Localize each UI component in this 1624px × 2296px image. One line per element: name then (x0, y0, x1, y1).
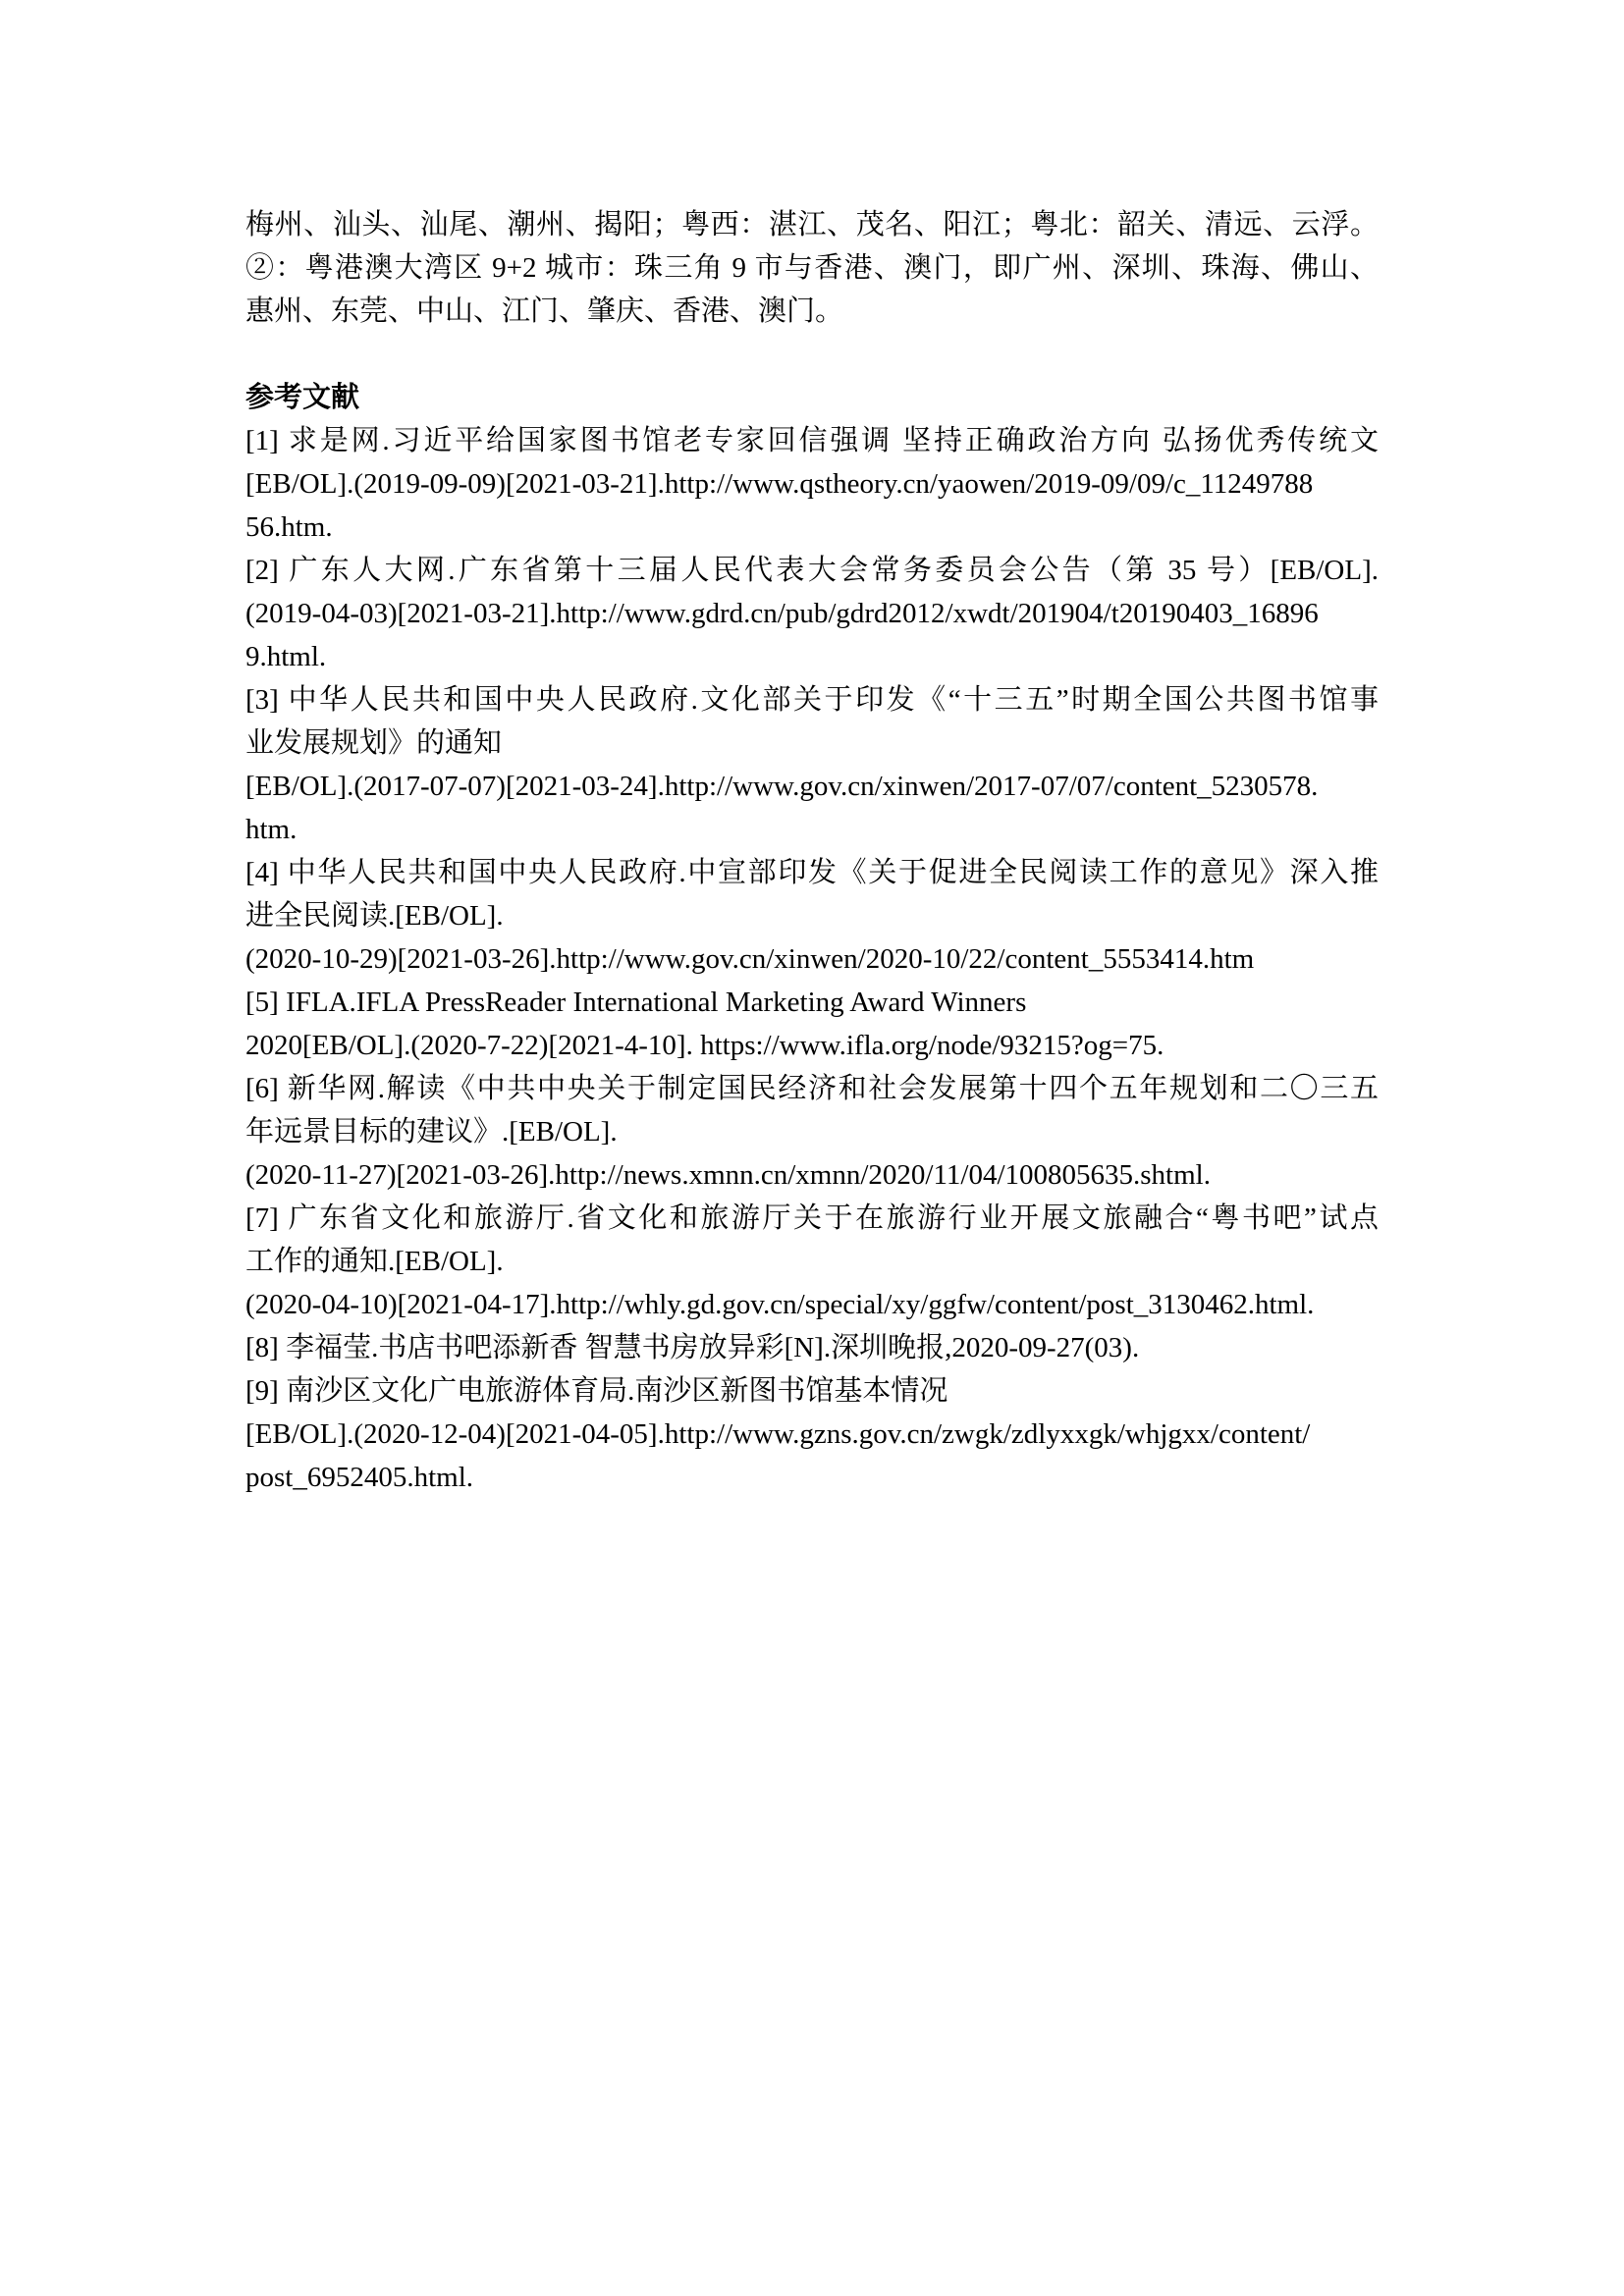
reference-line: 9.html. (245, 641, 327, 672)
reference-line: 工作的通知.[EB/OL]. (245, 1246, 504, 1277)
reference-line: [3] 中华人民共和国中央人民政府.文化部关于印发《“十三五”时期全国公共图书馆事 (245, 684, 1379, 716)
reference-line: [6] 新华网.解读《中共中央关于制定国民经济和社会发展第十四个五年规划和二〇三五 (245, 1073, 1379, 1104)
reference-line: post_6952405.html. (245, 1462, 474, 1493)
reference-line: (2020-11-27)[2021-03-26].http://news.xmnn.cn/xmnn/2020/11/04/100805635.shtml. (245, 1159, 1211, 1191)
note-line: 梅州、汕头、汕尾、潮州、揭阳；粤西：湛江、茂名、阳江；粤北：韶关、清远、云浮。 (245, 209, 1379, 240)
note-line: ②：粤港澳大湾区 9+2 城市：珠三角 9 市与香港、澳门，即广州、深圳、珠海、佛山、 (245, 252, 1379, 284)
text-block (245, 203, 1379, 1499)
reference-line: [8] 李福莹.书店书吧添新香 智慧书房放异彩[N].深圳晚报,2020-09-27(03). (245, 1332, 1140, 1363)
reference-line: [7] 广东省文化和旅游厅.省文化和旅游厅关于在旅游行业开展文旅融合“粤书吧”试点 (245, 1202, 1379, 1234)
reference-line: [9] 南沙区文化广电旅游体育局.南沙区新图书馆基本情况 (245, 1375, 948, 1407)
reference-line: (2020-04-10)[2021-04-17].http://whly.gd.gov.cn/special/xy/ggfw/content/post_3130462.html. (245, 1289, 1315, 1320)
reference-line: 56.htm. (245, 511, 333, 543)
reference-line: [5] IFLA.IFLA PressReader International Marketing Award Winners (245, 987, 1027, 1018)
reference-line: (2019-04-03)[2021-03-21].http://www.gdrd.cn/pub/gdrd2012/xwdt/201904/t20190403_16896 (245, 598, 1319, 629)
reference-line: 2020[EB/OL].(2020-7-22)[2021-4-10]. https://www.ifla.org/node/93215?og=75. (245, 1030, 1164, 1061)
reference-line: htm. (245, 814, 298, 845)
reference-line: [4] 中华人民共和国中央人民政府.中宣部印发《关于促进全民阅读工作的意见》深入推 (245, 857, 1379, 888)
note-line: 惠州、东莞、中山、江门、肇庆、香港、澳门。 (245, 295, 844, 327)
reference-line: 进全民阅读.[EB/OL]. (245, 900, 504, 932)
reference-line: [EB/OL].(2020-12-04)[2021-04-05].http://www.gzns.gov.cn/zwgk/zdlyxxgk/whjgxx/content/ (245, 1418, 1311, 1450)
references-heading: 参考文献 (245, 382, 360, 413)
reference-line: [1] 求是网.习近平给国家图书馆老专家回信强调 坚持正确政治方向 弘扬优秀传统文 (245, 425, 1379, 456)
reference-line: 年远景目标的建议》.[EB/OL]. (245, 1116, 618, 1148)
reference-line: [EB/OL].(2019-09-09)[2021-03-21].http://www.qstheory.cn/yaowen/2019-09/09/c_11249788 (245, 468, 1314, 500)
reference-line: [EB/OL].(2017-07-07)[2021-03-24].http://www.gov.cn/xinwen/2017-07/07/content_5230578. (245, 771, 1319, 802)
reference-line: (2020-10-29)[2021-03-26].http://www.gov.cn/xinwen/2020-10/22/content_5553414.htm (245, 943, 1255, 975)
blank-line (245, 333, 1379, 376)
reference-line: [2] 广东人大网.广东省第十三届人民代表大会常务委员会公告（第 35 号）[EB/OL]. (245, 555, 1379, 586)
reference-line: 业发展规划》的通知 (245, 727, 503, 759)
